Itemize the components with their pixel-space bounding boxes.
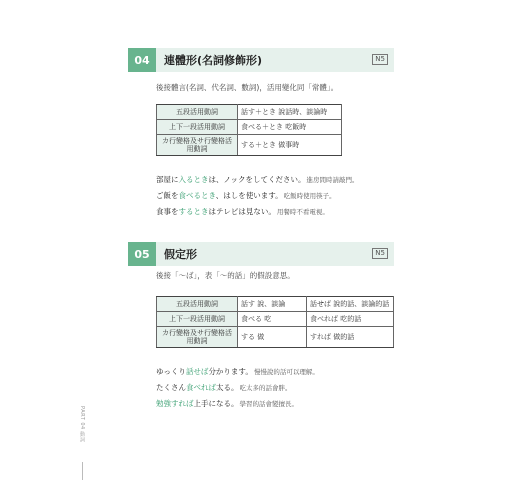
verb-type: 五段活用動詞 (157, 297, 238, 312)
section-05-number: 05 (128, 242, 156, 266)
part-sidebar-label: PART 04 動詞 (79, 406, 85, 443)
example-sentence (156, 398, 298, 409)
verb-form: する＋とき 做事時 (238, 135, 342, 156)
sidebar-divider (82, 462, 83, 480)
example-highlight: 入るとき (178, 175, 209, 184)
section-04-header (128, 48, 394, 72)
verb-base-form: 話す 說、談論 (238, 297, 307, 312)
example-highlight: 食べれば (186, 383, 216, 392)
verb-base-form: する 做 (238, 327, 307, 348)
example-text: ゆっくり (156, 367, 186, 376)
table-row (157, 135, 342, 156)
example-text: たくさん (156, 383, 186, 392)
example-text: 分かります。 (208, 367, 253, 376)
section-04-title: 連體形(名詞修飾形) (164, 54, 263, 67)
example-text: 食事を (156, 207, 179, 216)
example-text: は、ノックをしてください。 (208, 175, 306, 184)
example-highlight: するとき (178, 207, 209, 216)
example-translation: 學習的話會變擅長。 (239, 400, 298, 408)
level-badge: N5 (372, 54, 388, 65)
level-badge: N5 (372, 248, 388, 259)
verb-form: 話す＋とき 說話時、談論時 (238, 105, 342, 120)
example-translation: 吃太多的話會胖。 (239, 384, 292, 392)
verb-form: 食べる＋とき 吃飯時 (238, 120, 342, 135)
section-05-table (156, 296, 394, 348)
verb-type: カ行變格及サ行變格活用動詞 (157, 327, 238, 348)
example-highlight: 食べるとき (178, 191, 216, 200)
section-05-intro: 後接「～ば」，表「～的話」的假設意思。 (156, 271, 295, 280)
verb-type: 五段活用動詞 (157, 105, 238, 120)
section-04-number: 04 (128, 48, 156, 72)
verb-conditional-form: 話せば 說的話、談論的話 (307, 297, 394, 312)
verb-type: 上下一段活用動詞 (157, 312, 238, 327)
example-text: 上手になる。 (193, 399, 239, 408)
verb-conditional-form: 食べれば 吃的話 (307, 312, 394, 327)
example-sentence (156, 190, 336, 201)
example-text: 、はしを使います。 (215, 191, 283, 200)
section-04-intro: 後接體言(名詞、代名詞、數詞)，活用變化同「常體」。 (156, 83, 339, 92)
example-translation: 吃飯時使用筷子。 (283, 192, 336, 200)
example-text: 部屋に (156, 175, 179, 184)
table-row (157, 312, 394, 327)
example-sentence (156, 382, 292, 393)
verb-type: カ行變格及サ行變格活用動詞 (157, 135, 238, 156)
example-sentence (156, 206, 329, 217)
example-highlight: 勉強すれば (156, 399, 194, 408)
section-05-title: 假定形 (164, 248, 197, 261)
table-row (157, 105, 342, 120)
example-translation: 進房間時請敲門。 (306, 176, 359, 184)
example-text: ご飯を (156, 191, 179, 200)
example-sentence (156, 174, 358, 185)
verb-conditional-form: すれば 做的話 (307, 327, 394, 348)
section-04-table (156, 104, 342, 156)
table-row (157, 297, 394, 312)
example-translation: 用餐時不看電視。 (276, 208, 329, 216)
section-05-header (128, 242, 394, 266)
table-row (157, 327, 394, 348)
verb-base-form: 食べる 吃 (238, 312, 307, 327)
example-sentence (156, 366, 319, 377)
example-translation: 慢慢說的話可以理解。 (253, 368, 319, 376)
table-row (157, 120, 342, 135)
example-text: 太る。 (216, 383, 239, 392)
example-text: はテレビは見ない。 (208, 207, 276, 216)
verb-type: 上下一段活用動詞 (157, 120, 238, 135)
example-highlight: 話せば (185, 367, 209, 376)
